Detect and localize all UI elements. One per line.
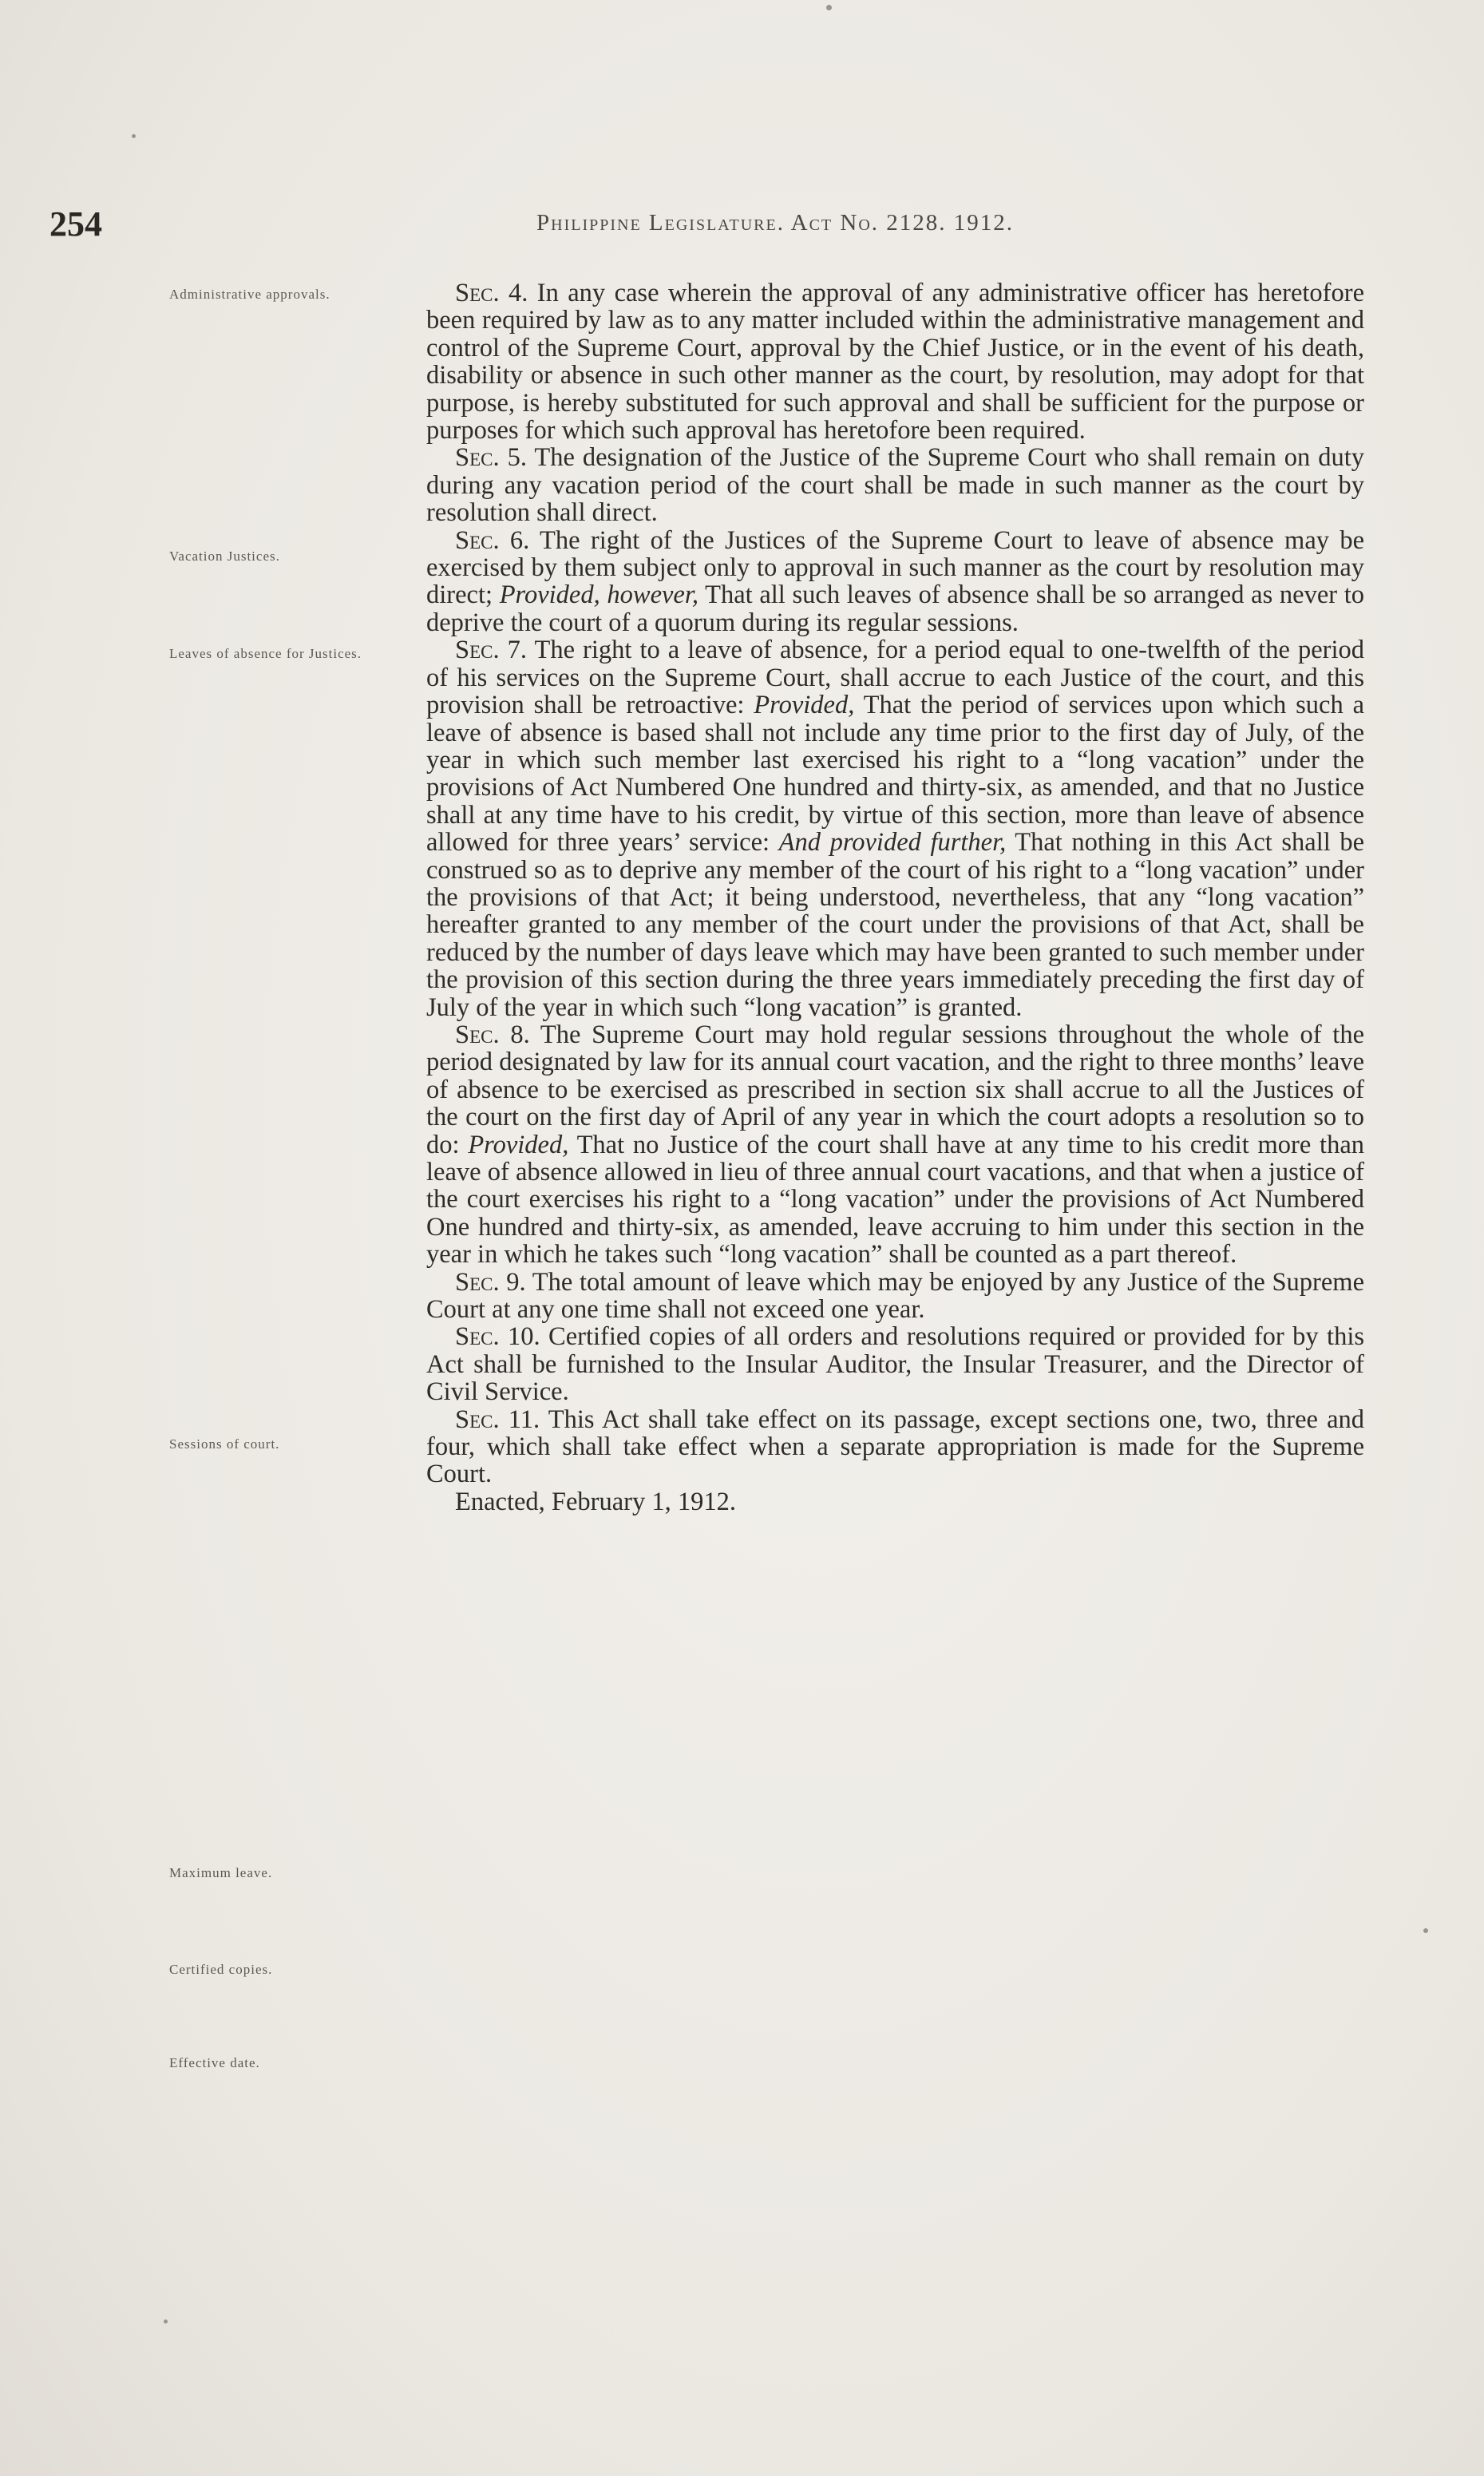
section-4 [426, 279, 1364, 444]
margin-note-maximum-leave: Maximum leave. [169, 1865, 273, 1880]
scan-speck [132, 134, 136, 138]
section-label: Sec. 8. [455, 1020, 530, 1049]
section-text: That nothing in this Act shall be construed so as to deprive any member of the court of his right to a “long vacation” under the provisions of that Act; it being understood, nevertheless, that any “long vacation” hereafter granted to any member of the court under the provisions of that Act, shall be reduced by the number of days leave which may have been granted to such member under the provision of this section during the three years immediately preceding the first day of July of the year in which such “long vacation” is granted. [426, 828, 1364, 1022]
section-10 [426, 1323, 1364, 1405]
section-8 [426, 1021, 1364, 1269]
section-label: Sec. 4. [455, 279, 528, 307]
section-text: The designation of the Justice of the Supreme Court who shall remain on duty during any vacation period of the court shall be made in such manner as the court by resolution shall direct. [426, 443, 1364, 528]
section-7 [426, 636, 1364, 1021]
margin-note-administrative-approvals: Administrative approvals. [169, 287, 330, 302]
section-6 [426, 527, 1364, 637]
margin-note-leaves-of-absence: Leaves of absence for Justices. [169, 646, 362, 661]
section-text: This Act shall take effect on its passage, except sections one, two, three and four, which shall take effect when a separate appropriation is made for the Supreme Court. [426, 1404, 1365, 1489]
section-9 [426, 1269, 1364, 1324]
proviso-italic: Provided, [468, 1130, 569, 1159]
proviso-italic: Provided, [754, 691, 855, 720]
section-label: Sec. 7. [455, 636, 528, 665]
margin-note-vacation-justices: Vacation Justices. [169, 549, 280, 564]
running-head: Philippine Legislature. Act No. 2128. 1912. [536, 210, 1015, 236]
section-text: That the period of services upon which such a leave of absence is based shall not include any time prior to the first day of July, of the year in which such member last exercised his right to a “long vacation” under the provisions of Act Numbered One hundred and thirty-six, as amended, and that no Justice shall at any time have to his credit, by virtue of this section, more than leave of absence allowed for three years’ service: [426, 691, 1364, 858]
section-label: Sec. 9. [455, 1267, 526, 1297]
enacted-date: Enacted, February 1, 1912. [455, 1487, 736, 1516]
margin-note-sessions-of-court: Sessions of court. [169, 1436, 280, 1452]
proviso-italic: Provided, however, [499, 580, 699, 610]
section-5 [426, 444, 1364, 526]
scan-speck [826, 5, 832, 10]
section-text: The Supreme Court may hold regular sessions throughout the whole of the period designated by law for its annual court vacation, and the right to three months’ leave of absence to be exercised as prescribed in section six shall accrue to all the Justices of the court on the first day of April of any year in which the court adopts a resolution so to do: [426, 1020, 1365, 1159]
section-text: The right to a leave of absence, for a period equal to one-twelfth of the period of his services on the Supreme Court, shall accrue to each Justice of the court, and this provision shall be retroactive: [426, 636, 1364, 720]
section-text: That all such leaves of absence shall be so arranged as never to deprive the court of a quorum during its regular sessions. [426, 580, 1365, 637]
section-11 [426, 1406, 1364, 1488]
section-text: That no Justice of the court shall have at any time to his credit more than leave of absence allowed in lieu of three annual court vacations, and that when a justice of the court exercises his right to a “long vacation” under the provisions of Act Numbered One hundred and thirty-six, as amended, leave accruing to him under this section in the year in which he takes such “long vacation” shall be counted as a part thereof. [426, 1130, 1364, 1270]
margin-note-certified-copies: Certified copies. [169, 1962, 273, 1977]
margin-notes [0, 0, 423, 2476]
section-label: Sec. 6. [455, 525, 530, 555]
section-label: Sec. 10. [455, 1322, 540, 1352]
section-text: The right of the Justices of the Supreme Court to leave of absence may be exercised by them subject only to approval in such manner as the court by resolution may direct; [426, 525, 1364, 610]
page-number: 254 [49, 204, 102, 244]
section-text: The total amount of leave which may be enjoyed by any Justice of the Supreme Court at any one time shall not exceed one year. [426, 1267, 1364, 1325]
section-label: Sec. 5. [455, 443, 527, 473]
section-text: In any case wherein the approval of any administrative officer has heretofore been required by law as to any matter included within the administrative management and control of the Supreme Court, approval by the Chief Justice, or in the event of his death, disability or absence in such other manner as the court, by resolution, may adopt for that purpose, is hereby substituted for such approval and shall be sufficient for the purpose or purposes for which such approval has heretofore been required. [426, 279, 1365, 446]
section-text: Certified copies of all orders and resolutions required or provided for by this Act shall be furnished to the Insular Auditor, the Insular Treasurer, and the Director of Civil Service. [426, 1322, 1364, 1407]
scan-speck [1423, 1928, 1428, 1933]
section-label: Sec. 11. [455, 1404, 540, 1434]
proviso-italic: And provided further, [778, 828, 1007, 858]
scan-speck [164, 2320, 168, 2323]
body-text [426, 279, 1364, 1515]
margin-note-effective-date: Effective date. [169, 2055, 260, 2070]
